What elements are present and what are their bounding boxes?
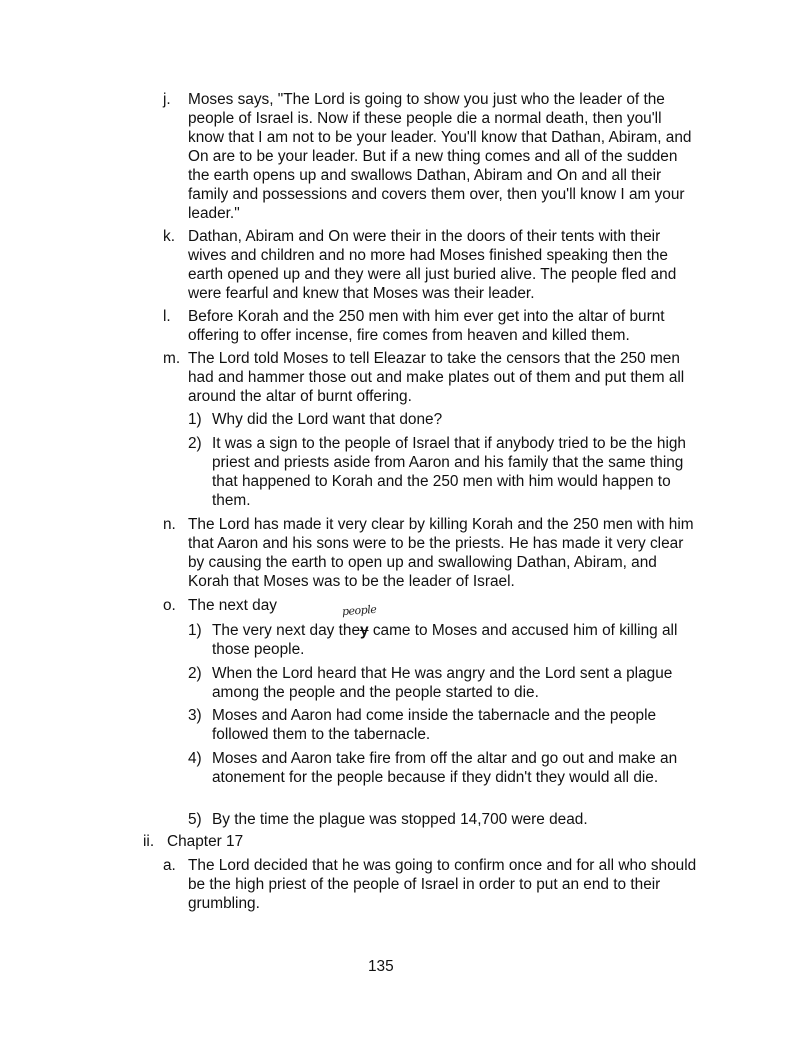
list-marker: k.	[163, 228, 175, 245]
sub-item-text	[212, 621, 702, 659]
list-item-text: Before Korah and the 250 men with him ever get into the altar of burnt offering to offer incense, fire comes from heaven and killed them.	[188, 308, 665, 344]
sub-list-marker: 1)	[188, 411, 202, 428]
sub-item-text: By the time the plague was stopped 14,700 were dead.	[212, 811, 588, 828]
chapter-marker: ii.	[143, 833, 155, 850]
handwritten-correction: people	[341, 602, 377, 619]
list-item-text: Moses says, "The Lord is going to show you just who the leader of the people of Israel is. Now if these people die a normal death, then you'll know that I am not to be your leader. You'll know that Dathan, Abiram, and On are to be your leader. But if a new thing comes and all of the sudden the earth opens up and swallows Dathan, Abiram and On and all their family and possessions and covers them over, then you'll know I am your leader."	[188, 91, 692, 222]
text-after-correction: came to Moses and accused him of killing all those people.	[212, 622, 678, 658]
page-number: 135	[368, 958, 394, 975]
sub-item-text: Moses and Aaron had come inside the tabernacle and the people followed them to the tabernacle.	[212, 707, 657, 743]
sub-item-text: It was a sign to the people of Israel that if anybody tried to be the high priest and priests aside from Aaron and his family that the same thing that happened to Korah and the 250 men with him would happen to them.	[212, 435, 686, 509]
sub-item-text: Why did the Lord want that done?	[212, 411, 443, 428]
list-marker: l.	[163, 308, 171, 325]
list-marker: a.	[163, 857, 176, 874]
sub-list-marker: 2)	[188, 665, 202, 682]
sub-item-text: Moses and Aaron take fire from off the altar and go out and make an atonement for the people because if they didn't they would all die.	[212, 750, 678, 786]
list-item-text: The Lord decided that he was going to confirm once and for all who should be the high priest of the people of Israel in order to put an end to their grumbling.	[188, 857, 697, 912]
sub-list-marker: 2)	[188, 435, 202, 452]
struck-character: y	[360, 622, 369, 639]
sub-list-marker: 1)	[188, 622, 202, 639]
list-marker: m.	[163, 350, 181, 367]
list-item-text: The Lord has made it very clear by killing Korah and the 250 men with him that Aaron and his sons were to be the priests. He has made it very clear by causing the earth to open up and swallowing Dathan, Abiram, and Korah that Moses was to be the leader of Israel.	[188, 516, 694, 590]
list-marker: j.	[163, 91, 171, 108]
list-item-text: The next day	[188, 597, 277, 614]
list-marker: o.	[163, 597, 176, 614]
text-before-correction: The very next day the	[212, 622, 360, 639]
sub-list-marker: 5)	[188, 811, 202, 828]
chapter-title: Chapter 17	[167, 833, 244, 850]
sub-item-text: When the Lord heard that He was angry and the Lord sent a plague among the people and the people started to die.	[212, 665, 673, 701]
sub-list-marker: 3)	[188, 707, 202, 724]
list-item-text: Dathan, Abiram and On were their in the doors of their tents with their wives and children and no more had Moses finished speaking then the earth opened up and they were all just buried alive. The people fled and were fearful and knew that Moses was their leader.	[188, 228, 677, 302]
sub-list-marker: 4)	[188, 750, 202, 767]
list-marker: n.	[163, 516, 176, 533]
list-item-text: The Lord told Moses to tell Eleazar to take the censors that the 250 men had and hammer those out and make plates out of them and put them all around the altar of burnt offering.	[188, 350, 685, 405]
